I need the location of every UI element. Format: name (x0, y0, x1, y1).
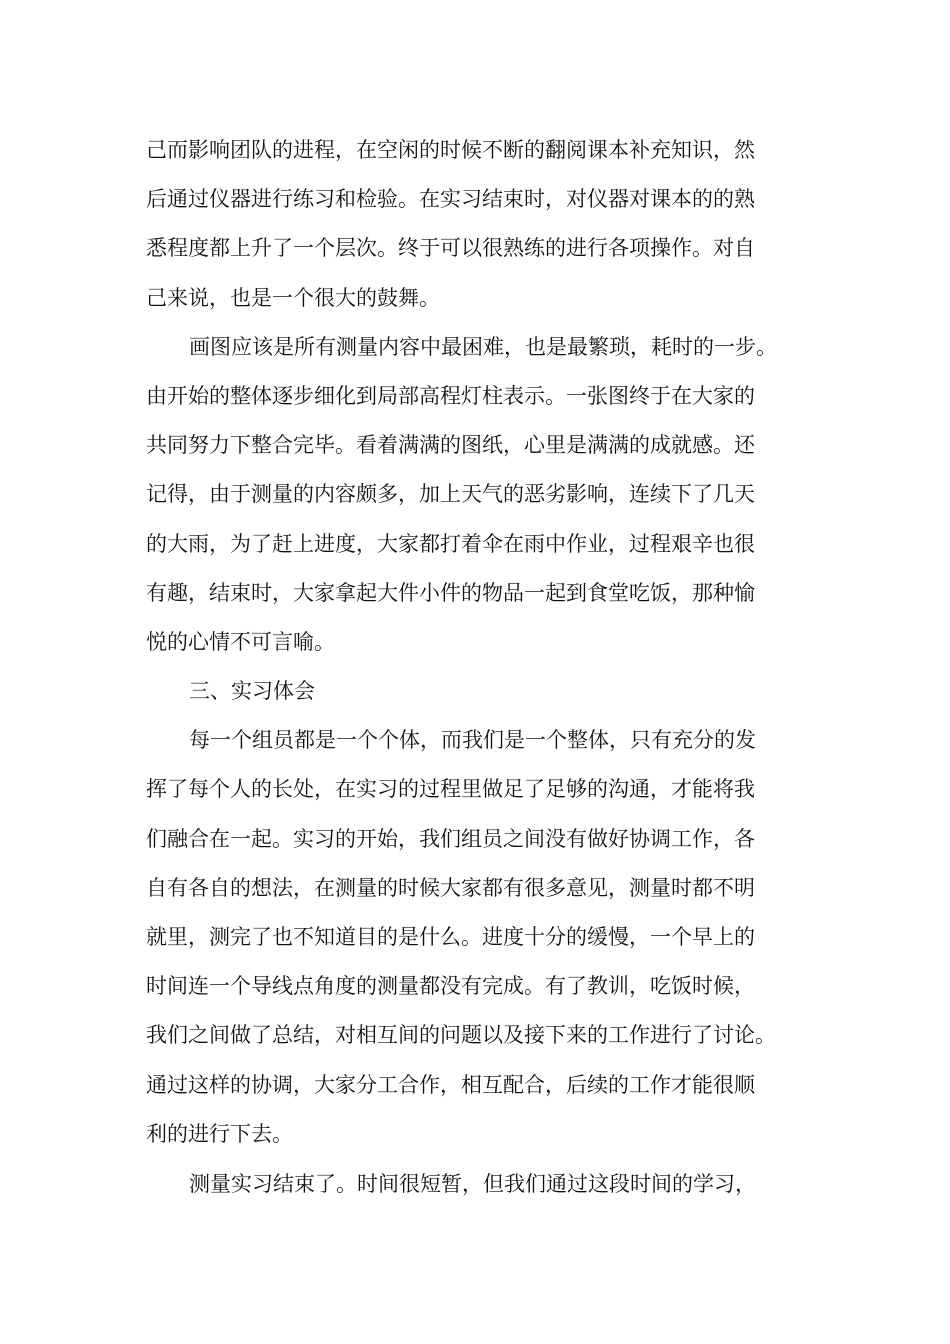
text-line: 记得，由于测量的内容颇多，加上天气的恶劣影响，连续下了几天 (146, 482, 755, 507)
text-line: 们融合在一起。实习的开始，我们组员之间没有做好协调工作，各 (146, 826, 755, 851)
paragraph-start-line: 每一个组员都是一个个体，而我们是一个整体，只有充分的发 (189, 728, 756, 753)
text-line: 悦的心情不可言喻。 (146, 629, 335, 654)
text-line: 自有各自的想法，在测量的时候大家都有很多意见，测量时都不明 (146, 875, 755, 900)
text-line: 有趣，结束时，大家拿起大件小件的物品一起到食堂吃饭，那种愉 (146, 580, 755, 605)
text-line: 共同努力下整合完毕。看着满满的图纸，心里是满满的成就感。还 (146, 433, 755, 458)
paragraph-start-line: 画图应该是所有测量内容中最困难，也是最繁琐，耗时的一步。 (189, 334, 777, 359)
text-line: 挥了每个人的长处，在实习的过程里做足了足够的沟通，才能将我 (146, 777, 755, 802)
paragraph-start-line: 测量实习结束了。时间很短暂，但我们通过这段时间的学习， (189, 1171, 756, 1196)
text-line: 的大雨，为了赶上进度，大家都打着伞在雨中作业，过程艰辛也很 (146, 531, 755, 556)
text-line: 时间连一个导线点角度的测量都没有完成。有了教训，吃饭时候， (146, 974, 755, 999)
body-text (146, 126, 836, 1209)
text-line: 悉程度都上升了一个层次。终于可以很熟练的进行各项操作。对自 (146, 236, 755, 261)
section-heading: 三、实习体会 (189, 679, 315, 704)
text-line: 通过这样的协调，大家分工合作，相互配合，后续的工作才能很顺 (146, 1072, 755, 1097)
text-line: 己来说，也是一个很大的鼓舞。 (146, 285, 440, 310)
text-line: 己而影响团队的进程，在空闲的时候不断的翻阅课本补充知识，然 (146, 138, 755, 162)
text-line: 后通过仪器进行练习和检验。在实习结束时，对仪器对课本的的熟 (146, 187, 755, 212)
text-line: 由开始的整体逐步细化到局部高程灯柱表示。一张图终于在大家的 (146, 383, 755, 408)
text-line: 利的进行下去。 (146, 1121, 293, 1146)
text-line: 就里，测完了也不知道目的是什么。进度十分的缓慢，一个早上的 (146, 925, 755, 949)
text-line: 我们之间做了总结，对相互间的问题以及接下来的工作进行了讨论。 (146, 1023, 776, 1048)
